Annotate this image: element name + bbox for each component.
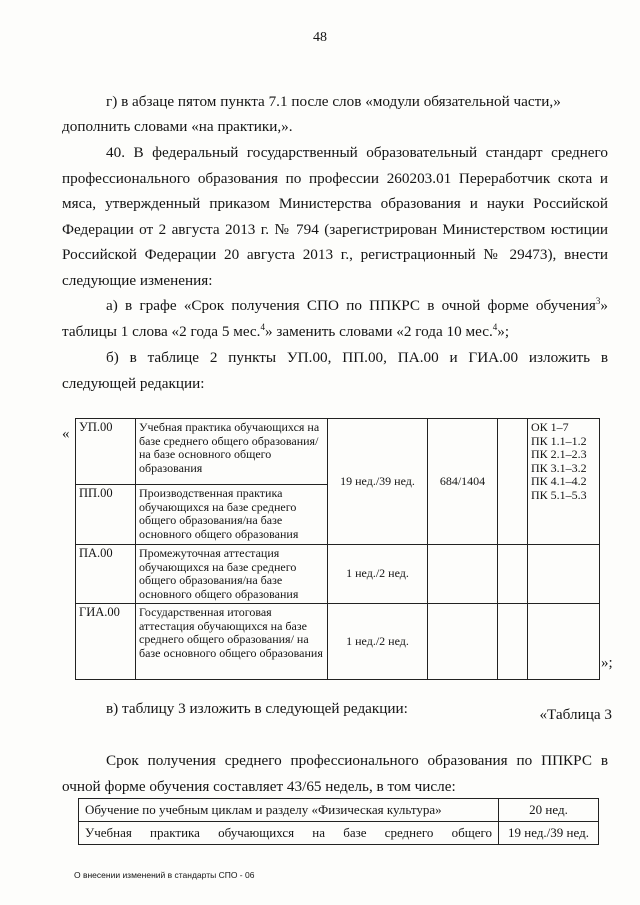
row-value: 19 нед./39 нед. bbox=[499, 822, 599, 845]
row-weeks: 1 нед./2 нед. bbox=[328, 604, 428, 680]
competencies: ОК 1–7 ПК 1.1–1.2 ПК 2.1–2.3 ПК 3.1–3.2 ПК 4.1–4.2 ПК 5.1–5.3 bbox=[528, 419, 600, 545]
row-code: ПП.00 bbox=[76, 485, 136, 545]
table-row bbox=[79, 822, 599, 845]
row-code: ПА.00 bbox=[76, 545, 136, 604]
footer-note: О внесении изменений в стандарты СПО - 06 bbox=[74, 870, 255, 880]
table-3 bbox=[78, 798, 599, 845]
row-label: Учебная практика обучающихся на базе среднего общего bbox=[79, 822, 499, 845]
item-40-paragraph: 40. В федеральный государственный образовательный стандарт среднего профессионального образования по профессии 260203.01 Переработчик скота и мяса, утвержденный приказом Министерства образования и науки Российской Федерации от 2 августа 2013 г. № 794 (зарегистрирован Министерством юстиции Российской Федерации 20 августа 2013 г., регистрационный № 29473), внести следующие изменения: bbox=[62, 144, 608, 289]
row-description: Производственная практика обучающихся на базе среднего общего образования/на базе основного общего образования bbox=[136, 485, 328, 545]
row-description: Государственная итоговая аттестация обучающихся на базе среднего общего образования/ на базе основного общего образования bbox=[136, 604, 328, 680]
row-description: Учебная практика обучающихся на базе среднего общего образования/на базе основного общего образования bbox=[136, 419, 328, 485]
item-v-paragraph: в) таблицу 3 изложить в следующей редакции: bbox=[106, 700, 408, 717]
row-value: 20 нед. bbox=[499, 799, 599, 822]
row-label: Обучение по учебным циклам и разделу «Физическая культура» bbox=[79, 799, 499, 822]
row-weeks: 1 нед./2 нед. bbox=[328, 545, 428, 604]
item-a-paragraph: а) в графе «Срок получения СПО по ППКРС в очной форме обучения$^3$» таблицы 1 слова «2 года 5 мес.$^4$» заменить словами «2 года 10 мес.$^4$»; bbox=[62, 295, 608, 340]
table-row bbox=[76, 419, 600, 485]
item-g-line1: г) в абзаце пятом пункта 7.1 после слов «модули обязательной части,» bbox=[106, 93, 561, 110]
page-number: 48 bbox=[313, 30, 327, 45]
table-row bbox=[76, 545, 600, 604]
item-g-line2: дополнить словами «на практики,». bbox=[62, 118, 293, 135]
practice-weeks: 19 нед./39 нед. bbox=[328, 419, 428, 545]
practice-hours: 684/1404 bbox=[428, 419, 498, 545]
table2-open-quote: « bbox=[62, 426, 70, 442]
table-row bbox=[76, 604, 600, 680]
row-code: ГИА.00 bbox=[76, 604, 136, 680]
table-row bbox=[79, 799, 599, 822]
duration-paragraph: Срок получения среднего профессионального образования по ППКРС в очной форме обучения составляет 43/65 недель, в том числе: bbox=[62, 752, 608, 795]
table-3-label: «Таблица 3 bbox=[539, 706, 612, 723]
row-code: УП.00 bbox=[76, 419, 136, 485]
table-2-replacement bbox=[75, 418, 600, 680]
row-description: Промежуточная аттестация обучающихся на базе среднего общего образования/на базе основного общего образования bbox=[136, 545, 328, 604]
table2-close-quote: »; bbox=[601, 655, 613, 671]
item-b-paragraph: б) в таблице 2 пункты УП.00, ПП.00, ПА.00 и ГИА.00 изложить в следующей редакции: bbox=[62, 349, 608, 392]
